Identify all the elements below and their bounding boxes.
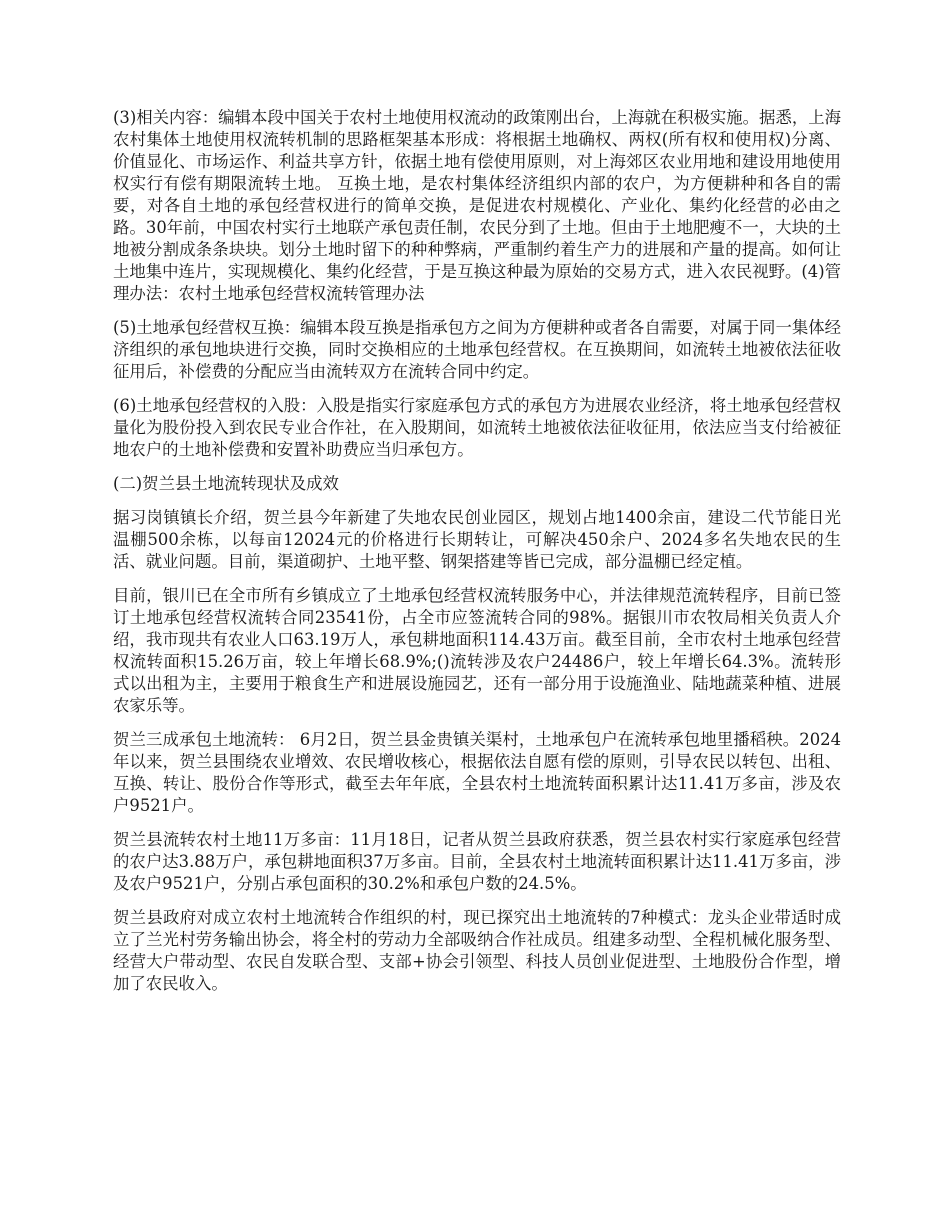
document-body [113, 107, 841, 1007]
paragraph-helan-30-percent-transfer: 贺兰三成承包土地流转： 6月2日，贺兰县金贵镇关渠村，土地承包户在流转承包地里播稻秧。2024年以来，贺兰县围绕农业增效、农民增收核心，根据依法自愿有偿的原则，引导农民以转包、出租、互换、转让、股份合作等形式，截至去年年底，全县农村土地流转面积累计达11.41万多亩，涉及农户9521户。 [113, 730, 841, 815]
paragraph-yinchuan-transfer-stats: 目前，银川已在全市所有乡镇成立了土地承包经营权流转服务中心，并法律规范流转程序，目前已签订土地承包经营权流转合同23541份，占全市应签流转合同的98%。据银川市农牧局相关负责人介绍，我市现共有农业人口63.19万人，承包耕地面积114.43万亩。截至目前，全市农村土地承包经营权流转面积15.26万亩，较上年增长68.9%;()流转涉及农户24486户，较上年增长64.3%。流转形式以出租为主，主要用于粮食生产和进展设施园艺，还有一部分用于设施渔业、陆地蔬菜种植、进展农家乐等。 [113, 586, 841, 715]
paragraph-land-exchange: (5)土地承包经营权互换：编辑本段互换是指承包方之间为方便耕种或者各自需要，对属于同一集体经济组织的承包地块进行交换，同时交换相应的土地承包经营权。在互换期间，如流转土地被依法征收征用后，补偿费的分配应当由流转双方在流转合同中约定。 [113, 318, 842, 381]
paragraph-xigang-greenhouse-park: 据习岗镇镇长介绍，贺兰县今年新建了失地农民创业园区，规划占地1400余亩，建设二代节能日光温棚500余栋，以每亩12024元的价格进行长期转让，可解决450余户、2024多名失地农民的生活、就业问题。目前，渠道砌护、土地平整、钢架搭建等皆已完成，部分温棚已经定植。 [113, 508, 841, 571]
paragraph-helan-110k-mu: 贺兰县流转农村土地11万多亩：11月18日，记者从贺兰县政府获悉，贺兰县农村实行家庭承包经营的农户达3.88万户，承包耕地面积37万多亩。目前，全县农村土地流转面积累计达11.41万多亩，涉及农户9521户，分别占承包面积的30.2%和承包户数的24.5%。 [113, 830, 841, 893]
paragraph-land-shareholding: (6)土地承包经营权的入股：入股是指实行家庭承包方式的承包方为进展农业经济，将土地承包经营权量化为股份投入到农民专业合作社，在入股期间，如流转土地被依法征收征用，依法应当支付给被征地农户的土地补偿费和安置补助费应当归承包方。 [113, 396, 842, 459]
paragraph-land-use-rights-shanghai: (3)相关内容：编辑本段中国关于农村土地使用权流动的政策刚出台，上海就在积极实施。据悉，上海农村集体土地使用权流转机制的思路框架基本形成：将根据土地确权、两权(所有权和使用权)分离、价值显化、市场运作、利益共享方针，依据土地有偿使用原则，对上海郊区农业用地和建设用地使用权实行有偿有期限流转土地。 互换土地，是农村集体经济组织内部的农户，为方便耕种和各自的需要，对各自土地的承包经营权进行的简单交换，是促进农村规模化、产业化、集约化经营的必由之路。30年前，中国农村实行土地联产承包责任制，农民分到了土地。但由于土地肥瘦不一，大块的土地被分割成条条块块。划分土地时留下的种种弊病，严重制约着生产力的进展和产量的提高。如何让土地集中连片，实现规模化、集约化经营，于是互换这种最为原始的交易方式，进入农民视野。(4)管理办法：农村土地承包经营权流转管理办法 [113, 108, 842, 303]
section-heading-helan-status: (二)贺兰县土地流转现状及成效 [113, 474, 339, 493]
paragraph-helan-seven-models: 贺兰县政府对成立农村土地流转合作组织的村，现已探究出土地流转的7种模式：龙头企业带适时成立了兰光村劳务输出协会，将全村的劳动力全部吸纳合作社成员。组建多动型、全程机械化服务型、经营大户带动型、农民自发联合型、支部+协会引领型、科技人员创业促进型、土地股份合作型，增加了农民收入。 [113, 908, 841, 993]
